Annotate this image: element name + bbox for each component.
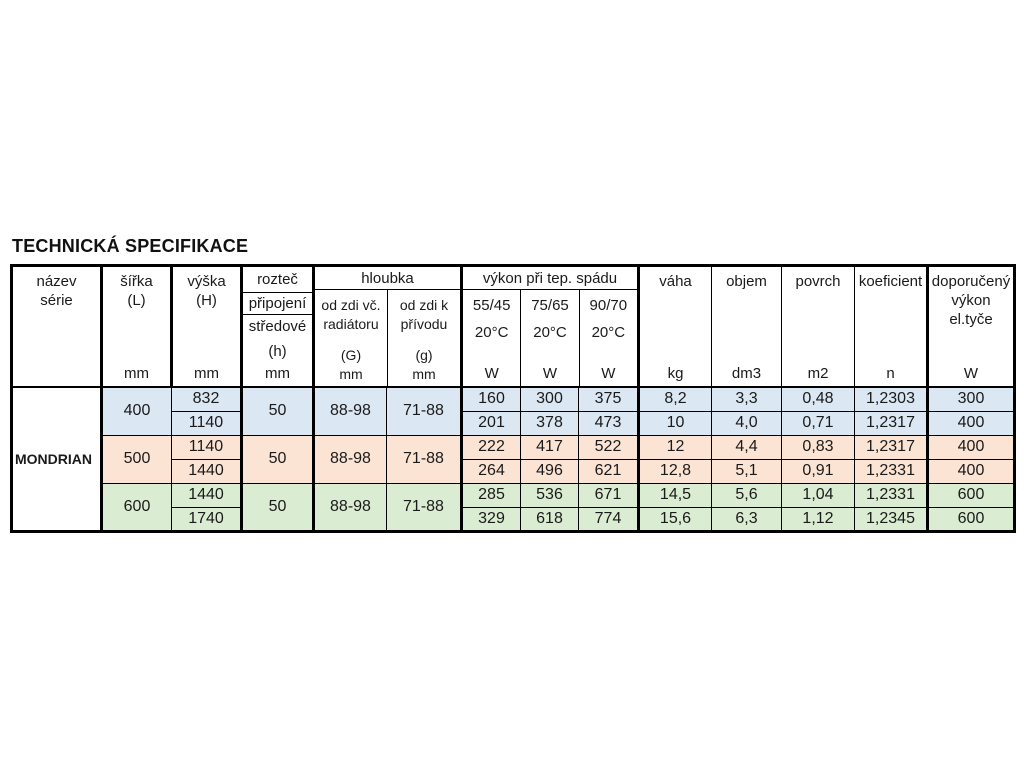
cell-w5545: 329 — [462, 507, 521, 531]
header-unit: m2 — [807, 365, 829, 382]
cell-objem: 3,3 — [712, 387, 782, 411]
cell-vaha: 12,8 — [639, 459, 712, 483]
header-unit: dm3 — [731, 365, 762, 382]
cell-vaha: 15,6 — [639, 507, 712, 531]
cell-objem: 5,1 — [712, 459, 782, 483]
cell-w7565: 536 — [521, 483, 579, 507]
header-unit: W — [963, 365, 979, 382]
cell-vyska: 1140 — [172, 435, 242, 459]
header-label: středové — [248, 318, 307, 335]
header-unit: mm — [339, 366, 363, 382]
cell-hloubka-g2: 71-88 — [387, 387, 462, 435]
cell-vyska: 1440 — [172, 483, 242, 507]
header-label: rozteč — [243, 267, 312, 293]
header-cell-hloubka-g2 — [387, 290, 460, 386]
series-name-cell: MONDRIAN — [12, 387, 102, 531]
cell-w7565: 378 — [521, 411, 579, 435]
cell-roztec: 50 — [242, 435, 314, 483]
header-group-label: výkon při tep. spádu — [463, 267, 637, 290]
cell-objem: 4,4 — [712, 435, 782, 459]
header-cell-povrch — [782, 266, 855, 388]
header-label: el.tyče — [949, 311, 993, 328]
header-unit: W — [542, 365, 558, 382]
header-cell-doporuceny — [928, 266, 1015, 388]
cell-w7565: 417 — [521, 435, 579, 459]
header-cell-vaha — [639, 266, 712, 388]
cell-vyska: 1740 — [172, 507, 242, 531]
cell-w5545: 222 — [462, 435, 521, 459]
cell-koeficient: 1,2331 — [855, 483, 928, 507]
cell-hloubka-g: 88-98 — [314, 387, 387, 435]
cell-povrch: 1,12 — [782, 507, 855, 531]
cell-vyska: 832 — [172, 387, 242, 411]
cell-doporuceny: 400 — [928, 411, 1015, 435]
cell-w7565: 618 — [521, 507, 579, 531]
header-label: série — [40, 292, 73, 309]
cell-koeficient: 1,2331 — [855, 459, 928, 483]
cell-w5545: 264 — [462, 459, 521, 483]
header-label: výška — [187, 273, 226, 290]
cell-sirka: 500 — [102, 435, 172, 483]
header-cell-sirka — [102, 266, 172, 388]
header-label: (g) — [415, 347, 433, 363]
header-group-hloubka — [314, 266, 462, 388]
page-title: TECHNICKÁ SPECIFIKACE — [12, 236, 249, 256]
header-label: (L) — [127, 292, 146, 309]
cell-w9070: 774 — [579, 507, 639, 531]
header-unit: mm — [194, 365, 219, 382]
header-cell-koeficient — [855, 266, 928, 388]
cell-vaha: 8,2 — [639, 387, 712, 411]
header-label: objem — [726, 273, 767, 290]
header-label: (H) — [196, 292, 217, 309]
header-cell-hloubka-g — [315, 290, 387, 386]
header-unit: mm — [412, 366, 436, 382]
header-label: 90/70 — [589, 297, 628, 314]
cell-vaha: 14,5 — [639, 483, 712, 507]
cell-sirka: 600 — [102, 483, 172, 531]
header-label: váha — [659, 273, 692, 290]
header-label: 20°C — [591, 324, 626, 341]
header-label: připojení — [243, 293, 312, 315]
header-label: od zdi vč. — [321, 297, 381, 313]
header-label: výkon — [951, 292, 991, 309]
header-cell-vyska — [172, 266, 242, 388]
cell-koeficient: 1,2303 — [855, 387, 928, 411]
header-cell-objem — [712, 266, 782, 388]
header-unit: mm — [265, 365, 290, 382]
cell-w9070: 473 — [579, 411, 639, 435]
header-label: šířka — [120, 273, 153, 290]
cell-vaha: 12 — [639, 435, 712, 459]
header-label: radiátoru — [323, 316, 379, 332]
cell-hloubka-g: 88-98 — [314, 435, 387, 483]
cell-koeficient: 1,2345 — [855, 507, 928, 531]
header-unit: W — [601, 365, 616, 382]
cell-w9070: 621 — [579, 459, 639, 483]
header-label: (G) — [340, 347, 362, 363]
header-label: 75/65 — [531, 297, 569, 314]
header-label: od zdi k — [399, 297, 449, 313]
header-cell-roztec — [242, 266, 314, 388]
header-label: název — [36, 273, 77, 290]
header-label: povrch — [795, 273, 841, 290]
cell-w9070: 671 — [579, 483, 639, 507]
header-label: přívodu — [400, 316, 448, 332]
header-unit: n — [886, 365, 895, 382]
cell-doporuceny: 600 — [928, 507, 1015, 531]
header-group-vykon — [462, 266, 639, 388]
header-label: koeficient — [858, 273, 923, 290]
header-label: doporučený — [931, 273, 1011, 290]
spec-row — [12, 387, 1015, 411]
spec-row — [12, 483, 1015, 507]
cell-objem: 4,0 — [712, 411, 782, 435]
header-unit: kg — [667, 365, 684, 382]
cell-doporuceny: 400 — [928, 435, 1015, 459]
cell-povrch: 0,83 — [782, 435, 855, 459]
cell-hloubka-g2: 71-88 — [387, 483, 462, 531]
spec-table — [10, 264, 1016, 533]
cell-povrch: 0,48 — [782, 387, 855, 411]
header-row — [12, 266, 1015, 388]
header-label: (h) — [268, 343, 287, 360]
cell-koeficient: 1,2317 — [855, 435, 928, 459]
cell-roztec: 50 — [242, 483, 314, 531]
cell-povrch: 1,04 — [782, 483, 855, 507]
cell-doporuceny: 600 — [928, 483, 1015, 507]
cell-doporuceny: 400 — [928, 459, 1015, 483]
cell-vyska: 1440 — [172, 459, 242, 483]
cell-povrch: 0,91 — [782, 459, 855, 483]
cell-w9070: 522 — [579, 435, 639, 459]
cell-objem: 5,6 — [712, 483, 782, 507]
header-cell-nazev-serie — [12, 266, 102, 388]
header-label: 20°C — [533, 324, 567, 341]
cell-w5545: 201 — [462, 411, 521, 435]
header-label: 55/45 — [472, 297, 511, 314]
cell-w5545: 285 — [462, 483, 521, 507]
cell-koeficient: 1,2317 — [855, 411, 928, 435]
cell-vyska: 1140 — [172, 411, 242, 435]
cell-vaha: 10 — [639, 411, 712, 435]
cell-w7565: 496 — [521, 459, 579, 483]
cell-povrch: 0,71 — [782, 411, 855, 435]
header-group-label: hloubka — [315, 267, 460, 290]
spec-row — [12, 435, 1015, 459]
cell-objem: 6,3 — [712, 507, 782, 531]
cell-w5545: 160 — [462, 387, 521, 411]
header-cell-vykon-5545 — [463, 290, 520, 386]
header-cell-vykon-9070 — [579, 290, 637, 386]
header-unit: mm — [124, 365, 149, 382]
cell-hloubka-g2: 71-88 — [387, 435, 462, 483]
header-cell-vykon-7565 — [520, 290, 578, 386]
cell-sirka: 400 — [102, 387, 172, 435]
header-label: 20°C — [474, 324, 509, 341]
cell-w9070: 375 — [579, 387, 639, 411]
cell-doporuceny: 300 — [928, 387, 1015, 411]
cell-roztec: 50 — [242, 387, 314, 435]
cell-hloubka-g: 88-98 — [314, 483, 387, 531]
header-unit: W — [484, 365, 499, 382]
cell-w7565: 300 — [521, 387, 579, 411]
